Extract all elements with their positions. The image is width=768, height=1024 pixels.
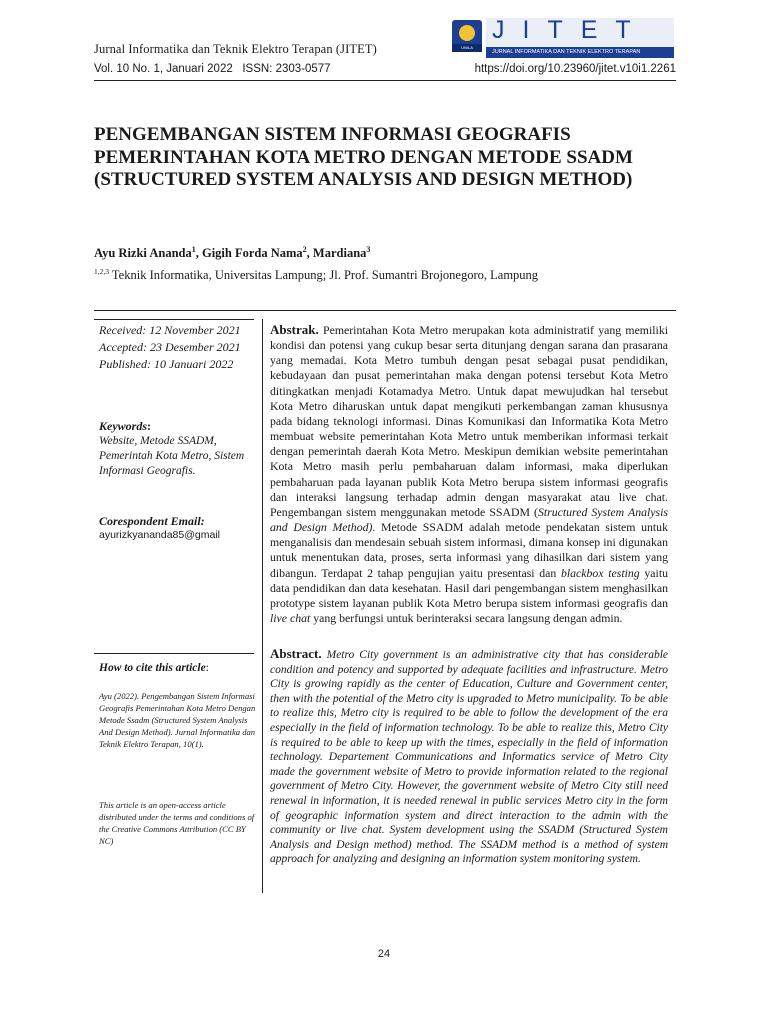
abstract-label: Abstract. [270, 646, 322, 661]
section-divider [94, 310, 676, 311]
volume: Vol. 10 No. 1, Januari 2022 [94, 63, 233, 75]
doi-link[interactable]: https://doi.org/10.23960/jitet.v10i1.2261 [474, 63, 676, 75]
author-sup: 1 [191, 245, 196, 254]
logo-tagline: JURNAL INFORMATIKA DAN TEKNIK ELEKTRO TERAPAN [486, 47, 674, 58]
author-sup: 2 [302, 245, 307, 254]
page-number: 24 [377, 948, 391, 960]
affiliation [94, 267, 538, 283]
received-date: Received: 12 November 2021 [99, 323, 241, 337]
license-text: This article is an open-access article distributed under the terms and conditions of the Creative Commons Attribution (CC BY NC) [99, 800, 255, 846]
logo-wordmark: JITET [492, 16, 649, 44]
abstract-english: Abstract. Metro City government is an administrative city that has considerable condition and potency and supported by adequate facilities and infrastructure. Metro City is growing rapidly as the center of Education, Culture and Government center, then with the potential of the Metro city is upgraded to Metro municipality. To be able to realize this, Metro city is required to be able to follow the development of the era especially in the field of information technology. To be able to realize this, Metro City is required to be able to keep up with the times, especially in the field of information technology. Departement Communications and Informatics service of Metro City made the government website of Metro to provide information related to the regional government of Metro City. However, the government website of Metro City still need renewal in information, it is needed renewal in public services Metro city in the form of geographic information system and direct interaction to the admin with the community or live chat. System development using the SSADM (Structured System Analysis and Design method) method. The SSADM method is a method of system approach for analyzing and designing an information system monitoring system. [270, 646, 668, 866]
abstract-indonesian: Abstrak. Pemerintahan Kota Metro merupakan kota administratif yang memiliki kondisi dan potensi yang cukup besar serta ditunjang dengan sarana dan prasarana yang memadai. Kota Metro tumbuh dengan pesat sebagai pusat pendidikan, kebudayaan dan pusat pemerintahan maka dengan potensi tersebut Kota Metro ditingkatkan menjadi Kotamadya Metro. Untuk dapat mewujudkan hal tersebut Kota Metro diharuskan untuk dapat mengikuti perkembangan zaman khususnya pada bidang teknologi informasi. Dinas Komunikasi dan Informatika Kota Metro membuat website pemerintahan Kota Metro untuk memberikan informasi terkait dengan pemerintah daerah Kota Metro. Meskipun demikian website pemerintahan Kota Metro masih perlu pembaharuan dalam informasi, maka diperlukan pembaharuan pada layanan publik Kota Metro berupa sistem informasi geografis dan interaksi langsung terhadap admin dengan masyarakat atau live chat. Pengembangan sistem menggunakan metode SSADM (Structured System Analysis and Design Method). Metode SSADM adalah metode pendekatan sistem untuk menganalisis dan mendesain sebuah sistem informasi, dimana konsep ini digunakan untuk menentukan data, proses, serta informasi yang dihasilkan dari sistem yang dibangun. Terdapat 2 tahap pengujian yaitu presentasi dan blackbox testing yaitu data pendidikan dan data kesehatan. Hasil dari pengembangan sistem menghasilkan prototype sistem layanan publik Kota Metro berupa sistem informasi geografis dan live chat yang berfungsi untuk berinteraksi secara langsung dengan admin. [270, 322, 668, 625]
cite-divider [94, 653, 254, 654]
abstract-label: Abstrak. [270, 322, 319, 337]
volume-issn [94, 63, 331, 75]
author-name: Gigih Forda Nama [201, 246, 303, 261]
keywords-list: Website, Metode SSADM, Pemerintah Kota Metro, Sistem Informasi Geografis. [99, 435, 245, 477]
university-emblem-icon [452, 20, 482, 52]
paper-title: PENGEMBANGAN SISTEM INFORMASI GEOGRAFIS PEMERINTAHAN KOTA METRO DENGAN METODE SSADM (STRUCTURED SYSTEM ANALYSIS AND DESIGN METHOD) [94, 124, 633, 190]
published-date: Published: 10 Januari 2022 [99, 357, 234, 371]
author-list: Ayu Rizki Ananda$^1$, Gigih Forda Nama$^2$, Mardiana$^3$ [94, 245, 371, 261]
email-label: Corespondent Email: [99, 514, 205, 528]
author-sup: 3 [366, 245, 371, 254]
journal-name: Jurnal Informatika dan Teknik Elektro Terapan (JITET) [94, 42, 377, 56]
accepted-date: Accepted: 23 Desember 2021 [99, 340, 241, 354]
affiliation-text: Teknik Informatika, Universitas Lampung; Jl. Prof. Sumantri Brojonegoro, Lampung [111, 268, 539, 283]
correspondent-email[interactable]: ayurizkyananda85@gmail [99, 529, 220, 541]
keywords-label: Keywords: [99, 419, 151, 433]
header-divider [94, 80, 676, 81]
citation-text: Ayu (2022). Pengembangan Sistem Informasi Geografis Pemerintahan Kota Metro Dengan Metode Ssadm (Structured System Analysis And Design Method). Jurnal Informatika dan Teknik Elektro Terapan, 10(1). [99, 691, 256, 749]
cite-label: How to cite this article: [99, 662, 209, 674]
column-divider [262, 319, 263, 893]
author-name: Ayu Rizki Ananda [94, 246, 192, 261]
issn: ISSN: 2303-0577 [242, 63, 331, 75]
journal-logo [452, 18, 674, 58]
affiliation-sup: 1,2,3 [94, 267, 109, 276]
sidebar-divider [94, 319, 254, 320]
article-dates [99, 322, 241, 373]
author-name: Mardiana [312, 246, 367, 261]
emblem-text: UNILA [452, 44, 482, 52]
